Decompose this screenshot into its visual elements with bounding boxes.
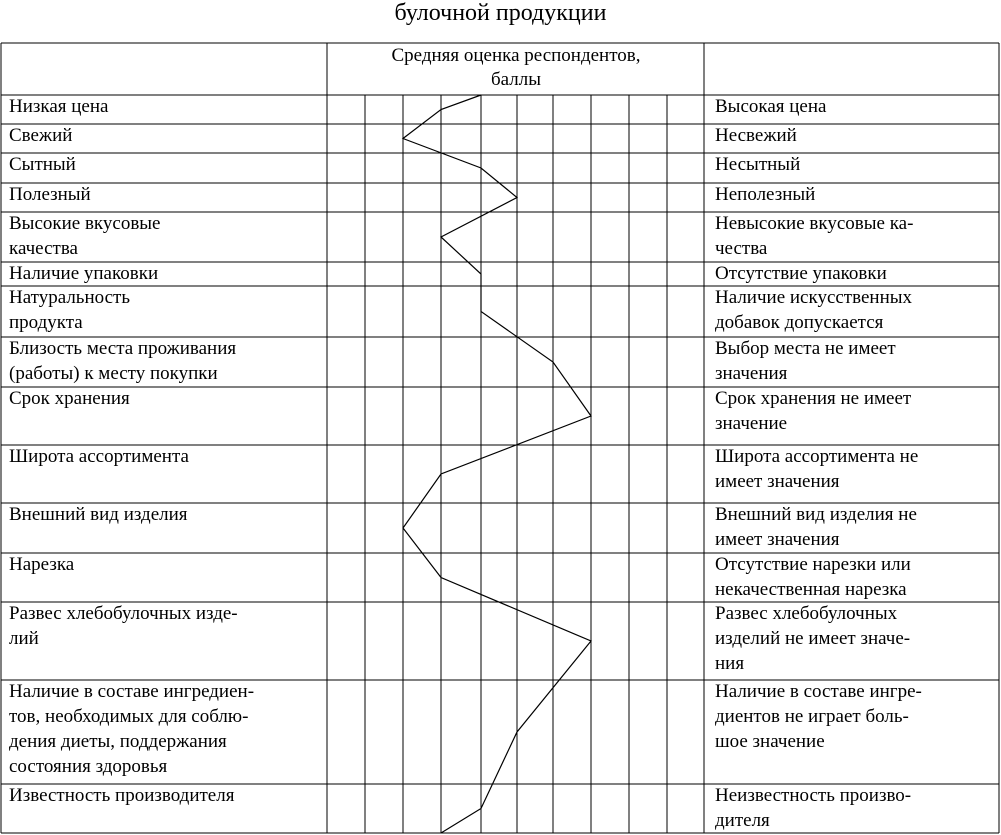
label-line: Свежий: [9, 125, 73, 146]
label-line: имеет значения: [715, 471, 840, 492]
attribute-label: [9, 211, 161, 261]
attribute-label: [9, 601, 238, 651]
label-line: Развес хлебобулочных изде-: [9, 603, 238, 624]
attribute-label: [9, 444, 189, 469]
attribute-label: [9, 783, 234, 808]
label-line: Внешний вид изделия не: [715, 504, 917, 525]
label-line: Отсутствие нарезки или: [715, 554, 911, 575]
attribute-label: [9, 386, 130, 411]
label-line: шое значение: [715, 731, 825, 752]
antonym-label: [715, 123, 797, 148]
attribute-label: [9, 182, 91, 207]
attribute-label: [9, 123, 72, 148]
label-line: Развес хлебобулочных: [715, 603, 898, 624]
attribute-label: [9, 336, 236, 386]
antonym-label: [715, 261, 887, 286]
score-column-header: [328, 44, 704, 92]
attribute-label: [9, 679, 254, 779]
antonym-label: [715, 152, 800, 177]
antonym-label: [715, 601, 910, 676]
label-line: качества: [9, 238, 78, 259]
label-line: дителя: [715, 810, 770, 831]
label-line: Сытный: [9, 154, 76, 175]
label-line: Отсутствие упаковки: [715, 263, 887, 284]
label-line: Натуральность: [9, 287, 131, 308]
label-line: лий: [9, 628, 39, 649]
label-line: Наличие в составе ингре-: [715, 681, 922, 702]
label-line: Низкая цена: [9, 96, 109, 117]
attribute-label: [9, 502, 188, 527]
label-line: Наличие искусственных: [715, 287, 913, 308]
antonym-label: [715, 502, 917, 552]
antonym-label: [715, 285, 912, 335]
table-title: булочной продукции: [394, 0, 607, 26]
antonym-label: [715, 679, 922, 754]
score-header-line-1: Средняя оценка респондентов,: [391, 45, 641, 66]
antonym-label: [715, 783, 911, 833]
label-line: Неизвестность произво-: [715, 785, 912, 806]
label-line: Широта ассортимента: [9, 446, 189, 467]
attribute-label: [9, 285, 130, 335]
antonym-label: [715, 211, 913, 261]
antonym-label: [715, 336, 896, 386]
antonym-label: [715, 94, 826, 119]
label-line: Срок хранения не имеет: [715, 388, 912, 409]
antonym-label: [715, 444, 918, 494]
label-line: значение: [715, 413, 788, 434]
label-line: диентов не играет боль-: [715, 706, 909, 727]
score-profile-line: [403, 95, 591, 833]
antonym-label: [715, 182, 815, 207]
label-line: Близость места проживания: [9, 338, 237, 359]
label-line: Полезный: [9, 184, 91, 205]
label-line: Несытный: [715, 154, 801, 175]
antonym-label: [715, 386, 911, 436]
attribute-label: [9, 261, 158, 286]
label-line: Невысокие вкусовые ка-: [715, 213, 914, 234]
label-line: дения диеты, поддержания: [9, 731, 227, 752]
label-line: изделий не имеет значе-: [715, 628, 911, 649]
label-line: значения: [715, 363, 788, 384]
label-line: Наличие в составе ингредиен-: [9, 681, 255, 702]
label-line: продукта: [9, 312, 83, 333]
label-line: Известность производителя: [9, 785, 235, 806]
attribute-label: [9, 94, 108, 119]
label-line: Несвежий: [715, 125, 797, 146]
label-line: ния: [715, 653, 745, 674]
label-line: Наличие упаковки: [9, 263, 159, 284]
attribute-label: [9, 152, 76, 177]
label-line: состояния здоровья: [9, 756, 168, 777]
label-line: Внешний вид изделия: [9, 504, 188, 525]
label-line: Высокая цена: [715, 96, 827, 117]
label-line: тов, необходимых для соблю-: [9, 706, 249, 727]
label-line: добавок допускается: [715, 312, 884, 333]
score-header-line-2: баллы: [491, 69, 541, 90]
antonym-label: [715, 552, 911, 602]
label-line: Срок хранения: [9, 388, 130, 409]
label-line: Широта ассортимента не: [715, 446, 919, 467]
label-line: Высокие вкусовые: [9, 213, 161, 234]
attribute-label: [9, 552, 74, 577]
label-line: чества: [715, 238, 768, 259]
label-line: (работы) к месту покупки: [9, 363, 218, 384]
label-line: имеет значения: [715, 529, 840, 550]
label-line: некачественная нарезка: [715, 579, 907, 600]
label-line: Неполезный: [715, 184, 816, 205]
label-line: Нарезка: [9, 554, 75, 575]
label-line: Выбор места не имеет: [715, 338, 896, 359]
